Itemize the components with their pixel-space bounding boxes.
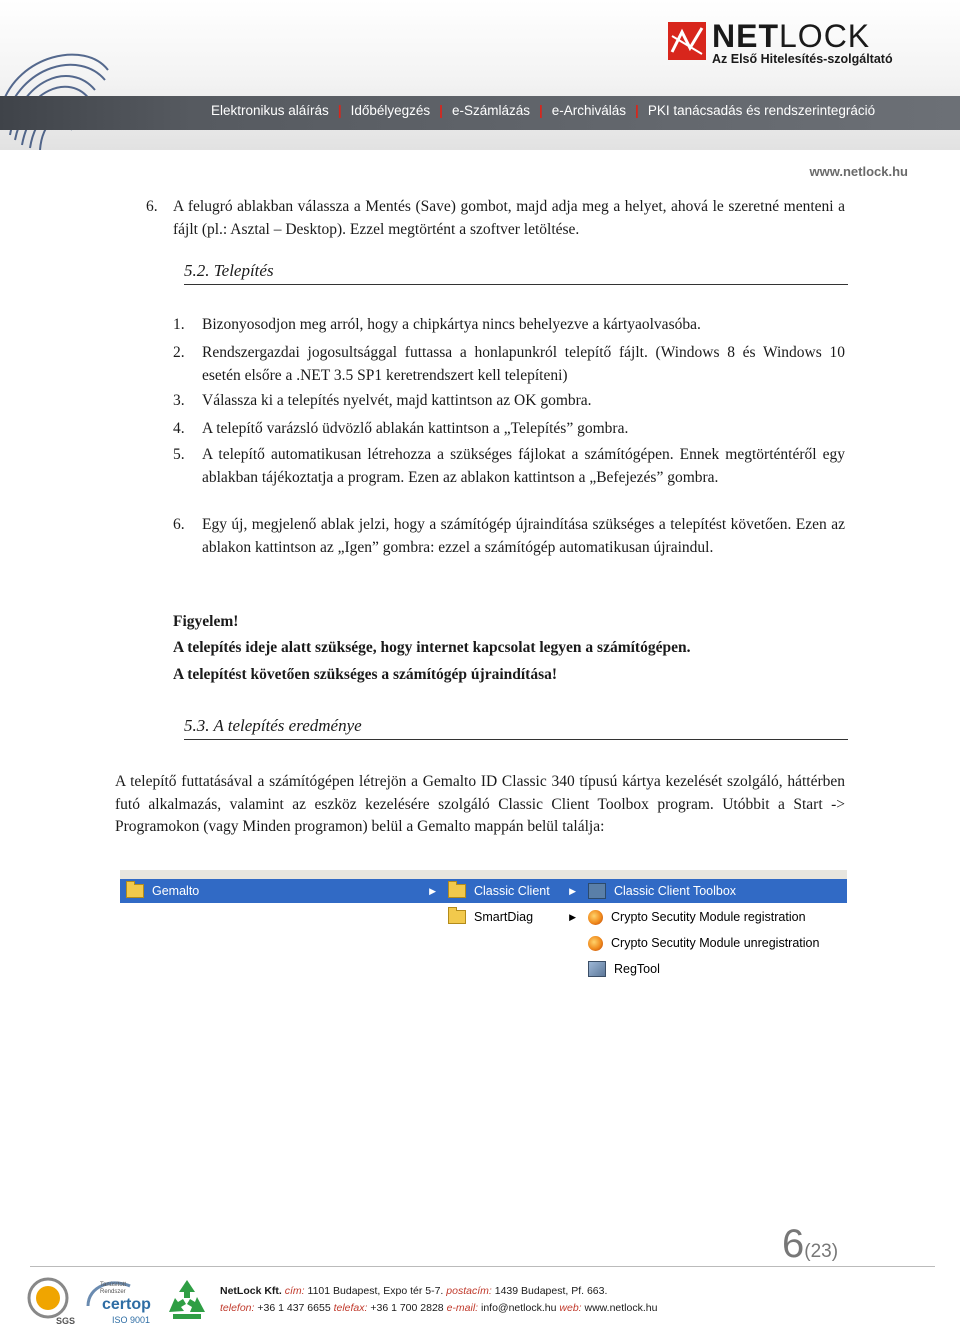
list-number: 5. xyxy=(173,446,185,463)
nav-bar xyxy=(0,96,960,130)
footer-telefon: +36 1 437 6655 xyxy=(257,1302,331,1314)
certop-mid-label: Rendszer xyxy=(100,1289,126,1295)
list-item-text: Bizonyosodjon meg arról, hogy a chipkártya nincs behelyezve a kártyaolvasóba. xyxy=(202,316,701,333)
page-current: 6 xyxy=(782,1222,805,1266)
certop-badge xyxy=(82,1276,160,1328)
menu-level-1 xyxy=(120,879,442,987)
nav-item-idobelyegzes[interactable]: Időbélyegzés xyxy=(350,103,431,118)
list-item-text: A telepítő varázsló üdvözlő ablakán kattintson a „Telepítés” gombra. xyxy=(202,420,629,437)
nav-item-e-szamlazas[interactable]: e-Számlázás xyxy=(451,103,530,118)
warning-title: Figyelem! xyxy=(173,613,239,630)
list-number: 2. xyxy=(173,344,185,361)
sgs-badge-icon xyxy=(26,1276,78,1326)
section-heading-install: 5.2. Telepítés xyxy=(184,260,848,285)
iso-label: ISO 9001 xyxy=(112,1315,151,1325)
menu-item-label: Classic Client Toolbox xyxy=(614,884,737,898)
nav-item-elektronikus-alairas[interactable]: Elektronikus aláírás xyxy=(211,103,329,118)
menu-item-classic-client[interactable] xyxy=(442,879,582,903)
list-number: 1. xyxy=(173,316,185,333)
nav-separator: | xyxy=(337,103,342,118)
page-total: (23) xyxy=(804,1241,839,1262)
submenu-arrow-icon: ▶ xyxy=(429,885,436,896)
menu-top-strip xyxy=(120,870,847,879)
footer-postacim: 1439 Budapest, Pf. 663. xyxy=(494,1285,608,1297)
warning-line-1: A telepítés ideje alatt szüksége, hogy internet kapcsolat legyen a számítógépen. xyxy=(173,639,691,656)
list-item-text: Egy új, megjelenő ablak jelzi, hogy a számítógép újraindítása szükséges a telepítést követően. Ezen az ablakon kattintson az „Igen” gombra: ezzel a számítógép automatikusan újraindul. xyxy=(202,516,845,556)
brand-name xyxy=(712,18,870,55)
page-header xyxy=(0,0,960,150)
menu-item-csm-unregistration[interactable] xyxy=(582,931,847,955)
section-heading-result: 5.3. A telepítés eredménye xyxy=(184,715,848,740)
menu-item-label: Gemalto xyxy=(152,884,200,898)
nav-item-pki[interactable]: PKI tanácsadás és rendszerintegráció xyxy=(647,103,876,118)
folder-icon xyxy=(126,884,144,898)
footer-email[interactable]: info@netlock.hu xyxy=(481,1302,557,1314)
menu-item-label: SmartDiag xyxy=(474,910,534,924)
list-item-text: A felugró ablakban válassza a Mentés (Save) gombot, majd adja meg a helyet, ahová le szeretné menteni a fájlt (pl.: Asztal – Desktop). Ezzel megtörtént a szoftver letöltése. xyxy=(173,198,845,238)
toolbox-icon xyxy=(588,883,606,899)
footer-cim: 1101 Budapest, Expo tér 5-7. xyxy=(307,1285,444,1297)
menu-level-2 xyxy=(442,879,582,987)
menu-item-classic-client-toolbox[interactable] xyxy=(582,879,847,903)
footer-contact xyxy=(220,1283,657,1317)
menu-item-label: Classic Client xyxy=(474,884,550,898)
fingerprint-icon xyxy=(0,40,110,150)
menu-item-label: Crypto Secutity Module registration xyxy=(611,910,806,924)
menu-item-gemalto[interactable] xyxy=(120,879,442,903)
list-item-text: Rendszergazdai jogosultsággal futtassa a honlapunkról telepítő fájlt. (Windows 8 és Windows 10 esetén elsőre a .NET 3.5 SP1 keretrendszert kell telepíteni) xyxy=(202,344,845,384)
list-number: 3. xyxy=(173,392,185,409)
footer-cim-label: cím: xyxy=(284,1285,305,1297)
start-menu-screenshot xyxy=(120,870,847,987)
footer-telefon-label: telefon: xyxy=(220,1302,255,1314)
certop-label: certop xyxy=(102,1296,151,1313)
netlock-logo xyxy=(668,18,928,78)
menu-item-regtool[interactable] xyxy=(582,957,847,981)
sgs-label: SGS xyxy=(56,1316,76,1326)
folder-icon xyxy=(448,884,466,898)
regtool-icon xyxy=(588,961,606,977)
firefox-icon xyxy=(588,936,603,951)
brand-lock: LOCK xyxy=(779,18,871,54)
nav-separator: | xyxy=(439,103,443,118)
footer-telefax: +36 1 700 2828 xyxy=(370,1302,444,1314)
footer-telefax-label: telefax: xyxy=(333,1302,368,1314)
submenu-arrow-icon: ▶ xyxy=(569,885,576,896)
menu-level-3 xyxy=(582,879,847,987)
footer-email-label: e-mail: xyxy=(446,1302,479,1314)
result-paragraph: A telepítő futtatásával a számítógépen létrejön a Gemalto ID Classic 340 típusú kártya kezelését szolgáló, háttérben futó alkalmazás, valamint az eszköz kezelésére szolgáló Classic Client Toolbox program. Utóbbit a Start -> Programokon (vagy Minden programon) belül a Gemalto mappán belül találja: xyxy=(115,773,845,835)
header-url[interactable]: www.netlock.hu xyxy=(809,164,908,179)
footer-divider xyxy=(30,1266,935,1267)
page-number xyxy=(782,1222,838,1267)
warning-line-2: A telepítést követően szükséges a számítógép újraindítása! xyxy=(173,666,558,683)
nav-item-e-archivalas[interactable]: e-Archiválás xyxy=(551,103,627,118)
footer-web-label: web: xyxy=(559,1302,582,1314)
menu-item-smartdiag[interactable] xyxy=(442,905,582,929)
list-number: 6. xyxy=(173,516,185,533)
nav-separator: | xyxy=(635,103,639,118)
footer-web[interactable]: www.netlock.hu xyxy=(584,1302,658,1314)
list-item-text: A telepítő automatikusan létrehozza a szükséges fájlokat a számítógépen. Ennek megtörténtéről egy ablakban tájékoztatja a program. Ezen az ablakon kattintson a „Befejezés” gombra. xyxy=(202,446,845,486)
footer-company: NetLock Kft. xyxy=(220,1285,282,1297)
list-number: 6. xyxy=(146,198,158,215)
brand-tagline: Az Első Hitelesítés-szolgáltató xyxy=(712,52,893,66)
list-number: 4. xyxy=(173,420,185,437)
menu-item-csm-registration[interactable] xyxy=(582,905,847,929)
menu-item-label: RegTool xyxy=(614,962,660,976)
folder-icon xyxy=(448,910,466,924)
nav-items xyxy=(211,103,875,118)
menu-item-label: Crypto Secutity Module unregistration xyxy=(611,936,820,950)
list-item-text: Válassza ki a telepítés nyelvét, majd kattintson az OK gombra. xyxy=(202,392,592,409)
certop-top-label: Tanúsított xyxy=(100,1282,127,1288)
brand-net: NET xyxy=(712,18,779,54)
recycle-icon xyxy=(163,1276,211,1324)
submenu-arrow-icon: ▶ xyxy=(569,911,576,922)
netlock-logo-icon xyxy=(668,22,706,60)
nav-separator: | xyxy=(538,103,543,118)
firefox-icon xyxy=(588,910,603,925)
footer-postacim-label: postacím: xyxy=(446,1285,492,1297)
